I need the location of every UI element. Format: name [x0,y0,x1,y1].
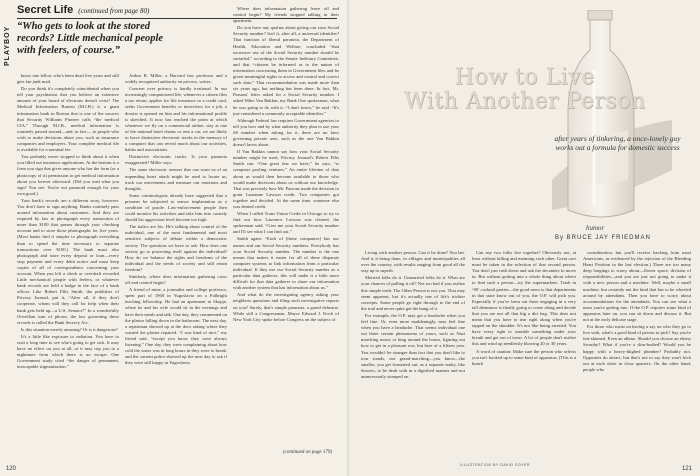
paragraph: You probably never stopped to think about it when you filled out insurance applications. At the bottom is a form you sign that gives anyone who has the form (or a photocopy of it) permission to get medical information about you forever afterward. (Did you read what you sign? You see. You're not paranoid enough for your own good.) [17,154,119,196]
paragraph: For example, the O.P. may get a headache when you feel fine. Or, even more maddeningly, may feel fine when you have a headache. That seems individual one out there certain phenomena of yours, such as Nazi marching music or bing around the house, figuring out how to get in a pleasant row, but here of a fifteen year. You wouldn't be stranger than fact that you don't like to tour stands, nor grand-marching—you know—the smaller, you get frustrated out, as a separate entity, like Soweto, to be dealt with in a dignified manner and not unnecessarily stomped on. [361,312,465,379]
right-column-2 [472,250,576,462]
byline: By BRUCE JAY FRIEDMAN [555,235,651,241]
section-title: Secret Life [17,4,74,16]
paragraph: When I called Trans Union Credit in Chicago to try to find out how Laurence Lawson was cleared, the spokesman said, “Give me your Social Security number and I'll see what I can find out.” [233,211,339,235]
bottle-illustration [522,10,692,250]
paragraph: know one fellow who's been dead five years and still gets fan junk mail. [17,73,119,85]
paragraph: Arthur R. Miller, a Harvard law professor and a widely recognized authority on privacy, writes: [125,73,227,85]
genre-label: humor [586,224,605,232]
paragraph: Married folks do it. Unmarried folks do it. What are your chances of pulling it off? Not too bad if you realize this simple truth: The Other Person is not you. That may seem apparent, but it's actually one of life's trickier concepts. Some people go right through to the end of the trail and never quite get the hang of it. [361,275,465,311]
page-number-right: 121 [682,466,693,472]
paragraph: Your bank's records are a different story, however. You don't have to sign anything. Banks routinely pass around information about customers. And they are required by law to photograph every transaction of more than $100 that passes through your checking account and to store those photographs for five years. (Most banks find it simpler to photograph everything than to spend the time necessary to separate transactions over $100.) The bank must also photograph and store every deposit or loan—every stop payment and every debit notice and must keep copies of all of correspondence concerning your account. When you left a check or overdraft recorded Little mechanical people with feelers, or whatever bank records are held a badge in the face of a bank officer. Like Robert Ellis Smith, the publisher of Privacy Journal, put it, “After all, if they don't cooperate, whom will they call for help when their bank gets held up—a U.S. Senator?” In a wonderfully Orwellian turn of phrase, the law governing these records is called the Bank Secrecy Act. [17,197,119,325]
paragraph: The italics are his. He's talking about control of the individual, one of the most fundamental and most sensitive subjects of debate within a democratic society. The questions we have to ask: How does one society go to protecting itself against the individual? How do we balance the rights and freedoms of the individual and the needs of society and still retain freedom? [125,224,227,272]
section-header [17,4,149,18]
paragraph: Although Federal law requires Government agencies to tell you how and by what authority they plan to use your SS number when asking for it, there are no laws governing private uses, such as the one Van Bakkin doesn't know about. [233,117,339,148]
feature-title-line-2: With Another Person [404,89,646,114]
paragraph: If Van Bakkin cannot say how your Social Security number might be used, Privacy Journal's Robert Ellis Smith can. “One great fear we have,” he says, “is computer pooling ventures.” An entire lifetime of data about us would then become available to those who would make decisions about us without our knowledge. That was precisely how Mr. Parsons made the decision to grant Lauranne Lawson credit. Two companies got together and decided. At the same time, someone else was denied credit. [233,149,339,209]
left-column-1 [17,73,119,453]
paragraph: Living with another person. Can it be done? You bet. And is it being done, in villages and municipalities all over the country, with results ranging from good all the way up to superb. [361,250,465,274]
feature-title [355,66,695,114]
paragraph: Distinctive electronic tracks. Is your paranoia exaggerated? Miller says: [125,154,227,166]
paragraph: For those who insist on having a say on who they go to live with, what's a good kind of person to pick? Say you're fair-skinned. Even an albino. Should you choose an ebony Swarthy? What if you're a slim-bodied? Would you be happy with a heavy-thighed plumber? Probably not. Opposites do attract, but that's not to say they won't kick out at each other in close quarters. On the other hand, people who [583,324,691,372]
left-column-2 [125,73,227,468]
pull-quote: “Who gets to look at the stored records? Little mechanical people with feelers, of course.” [17,21,164,56]
paragraph: A word of caution: Make sure the person who selects you isn't hooked up to some kind of apparatus. (This is a hunch [472,348,576,366]
paragraph: Concern over privacy is hardly irrational. In our increasingly computerized life, whenever a citizen files a tax return, applies for life insurance or a credit card, seeks Government benefits or interviews for a job, a dossier is opened on him and his informational profile is sketched. It now has reached the point at which whenever we fly on a commercial airline, stay at one of the national hotel chains or rent a car, we are likely to leave distinctive electronic tracks in the memory of a computer that can reveal much about our activities, habits and associations. [125,86,227,153]
paragraph: The same electronic sensors that can warn us of an impending heart attack might be used to locate us, track our movements and measure our emotions and thoughts. [125,167,227,191]
continued-from: (continued from page 80) [78,7,150,15]
illustration-credit: ILLUSTRATION BY DAVID SOYER [460,463,531,467]
paragraph: Can any two folks live together? Obviously not, at least without killing and maiming each other. Great care must be taken in the selection of that second person. You don't just rush down and ask the decanters to move in. But without getting into a whole thing about where to find such a person—try the supermarkets. Trash in ‘80’ cocktail parties—the good news is that departments in that state know out of you, the O.P. will pick you. Especially if you've been out there engaging in a very tall demeanor is finally going to come along and decide that you are not all that big a dirt bag. This does not mean that you have to tear right along when you're tapped on the shoulder. It's not like being arrested. You have every right to stumble something under your breath and get out of town. A lot of people don't realize this and wind up needlessly blowing 20 or 30 years. [472,250,576,347]
paragraph: Some criminologists already have suggested that a prisoner be subjected to sensor implantation as a condition of parole. Law-enforcement people then could monitor his activities and take him into custody should his aggression level become too high. [125,192,227,223]
page-number-left: 120 [6,466,17,472]
paragraph: A friend of mine, a journalist and college professor, spent part of 1968 in Yugoslavia on a Fulbright teaching fellowship. He had an apartment in Skopje, where he and his wife would sit in the evenings and have their meals and talk. One day, they commented on the plaster falling down in the bathroom. The next day, a repairman showed up at the door asking where they wanted the plaster repaired. “I was kind of nice,” my friend said, “except you know they were always listening.” One day, they were complaining about how cold the water was in long hours in they were to break, and the current police showed up the next day to ask if they were still happy in Yugoslavia. [125,287,227,366]
paragraph: consideration, but you'll receive backing from most Americans, as evidenced by the rejection of the Bleeding Heart Position in the last election.) There are too many deep longings to worry about—flower space, division of responsibilities—and you are just not going to make it with a new person and a machine. Well, maybe a small machine, but certainly not the kind that has to be wheeled around by attendants. Then you have to worry about accommodations for the attendants. You can see what a mess you're getting into. If the O.P. requires some kind of apparatus later on, you can sit down and discuss it. But not at the early delicate stage. [583,250,691,323]
paragraph: Do you think it's completely coincidental when you tell your psychiatrist that you believe an extensive amount of your hoard of electrons doesn't exist? The Medical Information Bureau (M.I.B.) is a giant information bank in Boston that is one of the sources that Security Williams Pioneer calls “the medical CIA.” Through M.I.B., medical information is routinely passed around—and, in fact— to people who wish to make decisions about you, such as insurance companies and employers. Your complete medical file is available for a nominal fee. [17,86,119,153]
paragraph: Is this situation merely amusing? Or is it dangerous? [21,326,118,332]
right-column-3 [583,250,691,462]
paragraph: Where does information gathering leave off and control begin? My friends stopped talking in their apartment. [233,6,339,24]
paragraph: And what do the investigating agency asking your neighbors questions and filing such investigative reports on you? Surely, that's simple paranoia, a grand delusion. While still a Congressman, Mayor Edward I. Koch of New York City spoke before Congress on the subject of [233,292,339,322]
paragraph: Similarly, where does information gathering cross off and control begin? [125,274,227,286]
right-column-1 [361,250,465,462]
feature-title-line-1: How to Live [455,65,595,90]
paragraph: Smith again: “Each of [these companies] has our names and our Social Security numbers. Everybody has your Social Security number. The number is the one means that makes it easier for all of these disparate computer systems to link information from a particular individual. If they use our Social Security number as a particular data gatherer, this will make it a little more difficult for that data gatherer to share our information with another system that has information about us.” [233,236,339,291]
paragraph: Do you have any qualms about giving out your Social Security number? Isn't it, after all, a universal identifier? That function of liberal paranoia, the Department of Health, Education and Welfare, concluded “that excessive use of the Social Security number should be curtailed,” according to the Senate Judiciary Committee, and that “citizens be informed as to the nature of information concerning them in Government files and be given meaningful rights to access and control and correct such data.” That recommendation was made more than six years ago, but nothing has been done. In fact, Mr. Parsons' letter asked for a Social Security number. I asked Mike Van Bakkin, my Bank One spokesman, what he was going to do with it. “I don't know,” he said. “It's just considered a commonly acceptable identifier.” [233,25,339,116]
left-column-3 [233,6,339,448]
deck: after years of tinkering, a once-lonely guy works out a formula for domestic success [554,134,681,152]
running-head: PLAYBOY [4,25,11,66]
paragraph: It's a little like exposure to radiation. You have to wait a long time to see who's going to get sick. It may have no effect on you at all, or it may trip you to a nightmare from which there is no escape. One Government study cited “the danger of permanent, inescapable stigmatization.” [17,333,119,370]
continued-to: (continued on page 179) [283,450,333,455]
